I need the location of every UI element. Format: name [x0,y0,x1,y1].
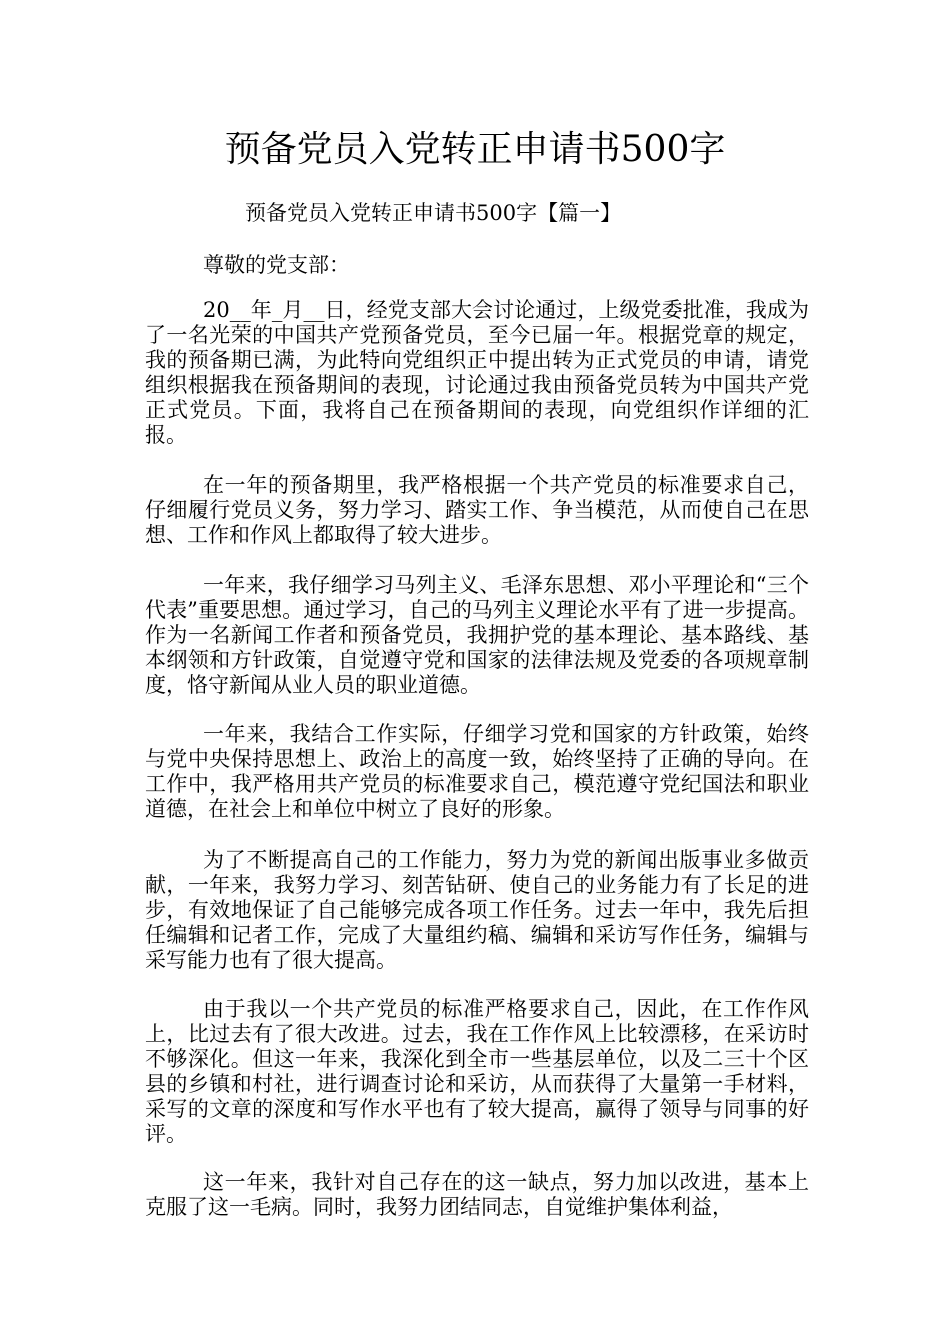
body-paragraph: 一年来，我结合工作实际，仔细学习党和国家的方针政策，始终与党中央保持思想上、政治上的高度一致，始终坚持了正确的导向。在工作中，我严格用共产党员的标准要求自己，模范遵守党纪国法和职业道德，在社会上和单位中树立了良好的形象。 [145,722,809,821]
body-paragraph: 20__年_月__日，经党支部大会讨论通过，上级党委批准，我成为了一名光荣的中国共产党预备党员，至今已届一年。根据党章的规定，我的预备期已满，为此特向党组织正中提出转为正式党员的申请，请党组织根据我在预备期间的表现，讨论通过我由预备党员转为中国共产党正式党员。下面，我将自己在预备期间的表现，向党组织作详细的汇报。 [145,298,809,447]
document-title: 预备党员入党转正申请书500字 [224,129,726,170]
document-subtitle: 预备党员入党转正申请书500字【篇一】 [245,201,622,225]
salutation: 尊敬的党支部： [203,253,350,277]
body-paragraph: 由于我以一个共产党员的标准严格要求自己，因此，在工作作风上，比过去有了很大改进。过去，我在工作作风上比较漂移，在采访时不够深化。但这一年来，我深化到全市一些基层单位，以及二三十个区县的乡镇和村社，进行调查讨论和采访，从而获得了大量第一手材料，采写的文章的深度和写作水平也有了较大提高，赢得了领导与同事的好评。 [145,997,809,1146]
body-paragraph: 这一年来，我针对自己存在的这一缺点，努力加以改进，基本上克服了这一毛病。同时，我努力团结同志，自觉维护集体利益， [145,1170,809,1219]
body-paragraph: 一年来，我仔细学习马列主义、毛泽东思想、邓小平理论和“三个代表”重要思想。通过学习，自己的马列主义理论水平有了进一步提高。作为一名新闻工作者和预备党员，我拥护党的基本理论、基本路线、基本纲领和方针政策，自觉遵守党和国家的法律法规及党委的各项规章制度，恪守新闻从业人员的职业道德。 [145,573,809,697]
body-paragraph: 为了不断提高自己的工作能力，努力为党的新闻出版事业多做贡献，一年来，我努力学习、刻苦钻研、使自己的业务能力有了长足的进步，有效地保证了自己能够完成各项工作任务。过去一年中，我先后担任编辑和记者工作，完成了大量组约稿、编辑和采访写作任务，编辑与采写能力也有了很大提高。 [145,848,809,972]
body-paragraph: 在一年的预备期里，我严格根据一个共产党员的标准要求自己，仔细履行党员义务，努力学习、踏实工作、争当模范，从而使自己在思想、工作和作风上都取得了较大进步。 [145,473,809,547]
